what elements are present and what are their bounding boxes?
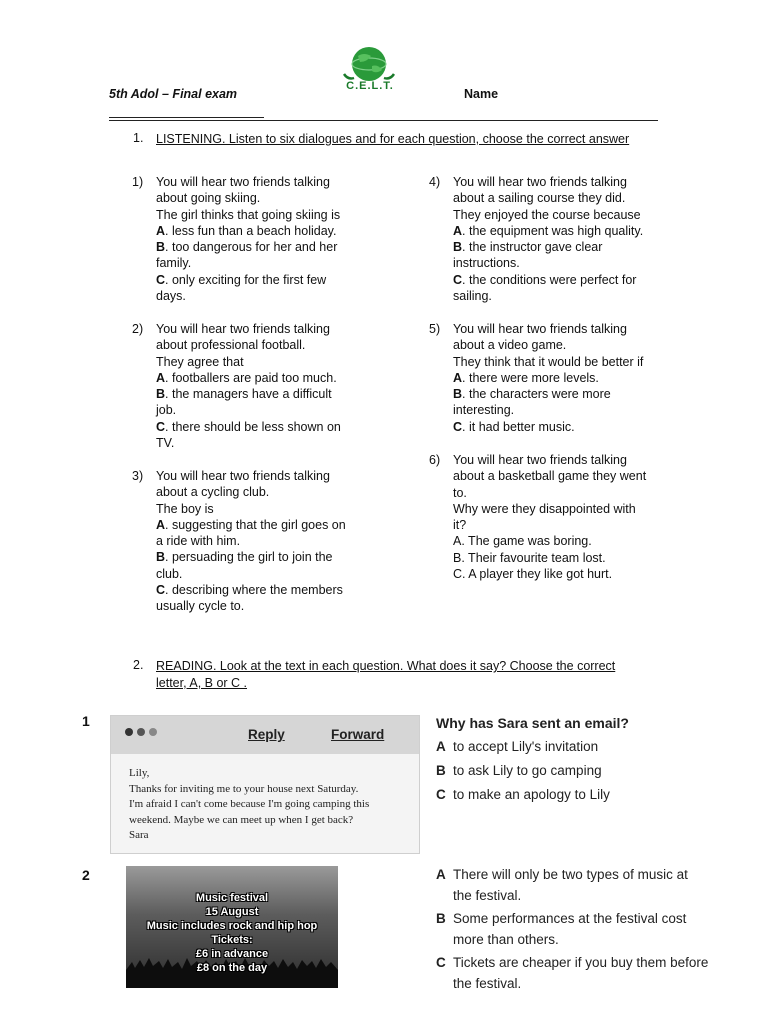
- option-b-cont: interesting.: [453, 403, 515, 418]
- reading-question: Why has Sara sent an email?: [436, 715, 629, 731]
- question-stem: about going skiing.: [156, 191, 261, 206]
- question-stem: about a cycling club.: [156, 485, 270, 500]
- listening-question-2: [132, 321, 362, 455]
- exam-title: 5th Adol – Final exam: [109, 87, 238, 101]
- question-stem: You will hear two friends talking: [453, 175, 627, 189]
- question-stem: Why were they disappointed with: [453, 501, 636, 516]
- email-line: Thanks for inviting me to your house next Saturday.: [129, 782, 359, 795]
- question-stem: They agree that: [156, 354, 244, 369]
- reading-option-c: C Tickets are cheaper if you buy them before the festival.: [436, 955, 709, 991]
- email-body: [129, 766, 414, 844]
- question-stem: The girl thinks that going skiing is: [156, 207, 341, 222]
- option-c-cont: TV.: [156, 436, 175, 451]
- poster-line: Music festival: [195, 892, 269, 904]
- option-b: B. persuading the girl to join the: [156, 550, 333, 565]
- reading-item-number: 1: [82, 713, 90, 729]
- listening-question-6: [429, 452, 669, 586]
- reading-option-b: B to ask Lily to go camping: [436, 763, 602, 778]
- question-stem: about a video game.: [453, 338, 567, 353]
- question-stem: You will hear two friends talking: [453, 322, 627, 336]
- option-c: C. it had better music.: [453, 419, 575, 434]
- question-number: 2): [132, 322, 144, 336]
- option-b-cont: family.: [156, 256, 192, 271]
- reading-number: 2.: [133, 658, 144, 672]
- listening-title: LISTENING. Listen to six dialogues and for each question, choose the correct answer: [156, 132, 630, 146]
- question-number: 4): [429, 175, 441, 189]
- poster-line: Tickets:: [211, 934, 253, 946]
- option-a: A. suggesting that the girl goes on: [156, 517, 346, 532]
- question-stem: You will hear two friends talking: [156, 175, 330, 189]
- question-number: 1): [132, 175, 144, 189]
- option-b-cont: club.: [156, 566, 183, 581]
- option-a: A. the equipment was high quality.: [453, 223, 644, 238]
- question-stem: They enjoyed the course because: [453, 207, 641, 222]
- option-c: C. there should be less shown on: [156, 419, 341, 434]
- option-b-cont: instructions.: [453, 256, 520, 271]
- listening-question-1: [132, 174, 362, 308]
- logo-text: C.E.L.T.: [346, 80, 394, 92]
- poster-line: £8 on the day: [196, 962, 268, 974]
- festival-poster: [126, 866, 338, 988]
- poster-line: Music includes rock and hip hop: [146, 920, 318, 932]
- option-a: A. less fun than a beach holiday.: [156, 223, 337, 238]
- reading-item-number: 2: [82, 867, 90, 883]
- reading-option-a: A There will only be two types of music at the festival.: [436, 867, 688, 903]
- question-stem: it?: [453, 518, 467, 533]
- reading-title-line-2: letter, A, B or C .: [156, 676, 248, 690]
- question-number: 6): [429, 453, 441, 467]
- poster-line: 15 August: [205, 906, 259, 918]
- question-number: 3): [132, 469, 144, 483]
- email-line: weekend. Maybe we can meet up when I get back?: [129, 813, 354, 826]
- option-b: B. the characters were more: [453, 387, 611, 402]
- window-dot-icon: [125, 728, 133, 736]
- reading-option-b: B Some performances at the festival cost more than others.: [436, 911, 687, 947]
- option-b: B. the managers have a difficult: [156, 387, 332, 402]
- question-stem: about a sailing course they did.: [453, 191, 626, 206]
- title-underline: [109, 117, 264, 118]
- question-stem: to.: [453, 485, 467, 500]
- question-stem: You will hear two friends talking: [156, 322, 330, 336]
- option-b: B. too dangerous for her and her: [156, 240, 338, 255]
- option-a: A. footballers are paid too much.: [156, 370, 337, 385]
- option-c: C. A player they like got hurt.: [453, 567, 613, 582]
- option-c-cont: sailing.: [453, 289, 492, 304]
- question-stem: The boy is: [156, 501, 214, 516]
- question-stem: You will hear two friends talking: [453, 453, 627, 467]
- email-line: I'm afraid I can't come because I'm going camping this: [129, 798, 370, 810]
- option-c: C. describing where the members: [156, 583, 343, 598]
- name-label: Name: [464, 87, 499, 101]
- email-line: Sara: [129, 829, 149, 841]
- option-b-cont: job.: [156, 403, 177, 418]
- email-line: Lily,: [129, 767, 150, 779]
- option-c-cont: usually cycle to.: [156, 599, 245, 614]
- option-a: A. there were more levels.: [453, 370, 599, 385]
- question-stem: about a basketball game they went: [453, 469, 647, 484]
- forward-button[interactable]: Forward: [331, 727, 385, 742]
- reading-title-line-1: READING. Look at the text in each question. What does it say? Choose the correct: [156, 659, 616, 673]
- email-toolbar: [111, 716, 419, 754]
- option-b: B. the instructor gave clear: [453, 240, 603, 255]
- question-stem: about professional football.: [156, 338, 306, 353]
- option-b: B. Their favourite team lost.: [453, 550, 606, 565]
- window-dot-icon: [137, 728, 145, 736]
- poster-line: £6 in advance: [195, 948, 269, 960]
- email-window: [110, 715, 420, 854]
- option-a: A. The game was boring.: [453, 534, 592, 549]
- option-a-cont: a ride with him.: [156, 534, 241, 549]
- window-dot-icon: [149, 728, 157, 736]
- header-divider: [109, 120, 658, 121]
- listening-question-5: [429, 321, 669, 439]
- reply-button[interactable]: Reply: [248, 727, 285, 742]
- listening-question-4: [429, 174, 669, 308]
- reading-option-c: C to make an apology to Lily: [436, 787, 610, 802]
- question-stem: You will hear two friends talking: [156, 469, 330, 483]
- option-c: C. only exciting for the first few: [156, 272, 327, 287]
- question-number: 5): [429, 322, 441, 336]
- listening-question-3: [132, 468, 362, 618]
- option-c: C. the conditions were perfect for: [453, 272, 637, 287]
- question-stem: They think that it would be better if: [453, 354, 644, 369]
- reading-option-a: A to accept Lily's invitation: [436, 739, 599, 754]
- listening-number: 1.: [133, 131, 144, 145]
- option-c-cont: days.: [156, 289, 186, 304]
